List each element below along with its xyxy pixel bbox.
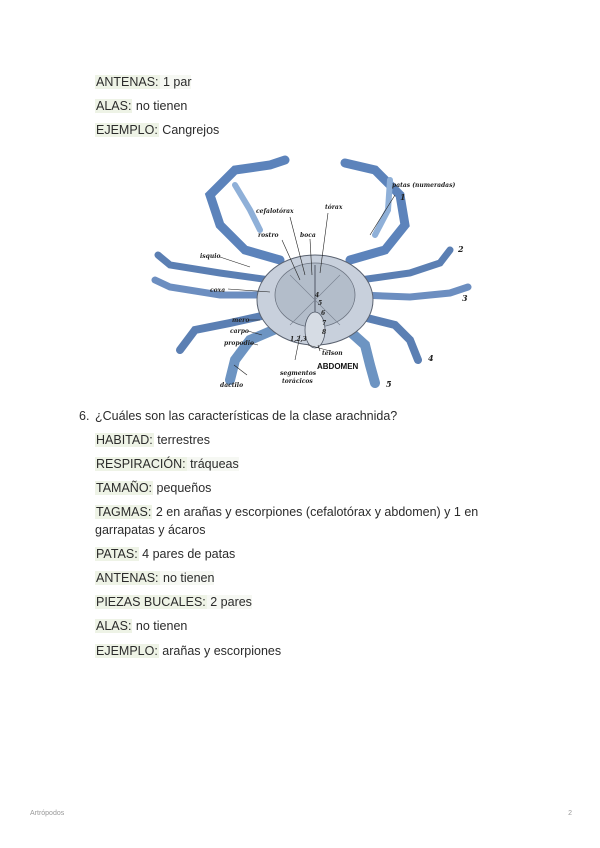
crab-diagram <box>150 155 480 395</box>
leg-number-4: 4 <box>428 353 434 363</box>
label-isquio: isquio <box>200 253 221 260</box>
piezas-value: 2 pares <box>206 595 252 609</box>
patas-label: PATAS: <box>96 547 138 561</box>
footer-page-number: 2 <box>568 810 572 817</box>
tamano-row <box>95 480 211 496</box>
leg-number-2: 2 <box>458 244 464 254</box>
ejemplo-row <box>95 122 219 138</box>
crab-illustration <box>155 160 468 383</box>
label-carpo: carpo <box>230 328 249 335</box>
antenas-label: ANTENAS: <box>96 75 159 89</box>
antenas-value: 1 par <box>159 75 192 89</box>
antenas-arachnida-value: no tienen <box>159 571 215 585</box>
segment-1-2-3: 1,2,3 <box>290 336 307 343</box>
question-text: ¿Cuáles son las características de la clase arachnida? <box>95 409 398 423</box>
label-coxa: coxa <box>210 287 226 294</box>
segment-7: 7 <box>322 320 327 327</box>
ejemplo-arachnida-row <box>95 643 281 659</box>
alas-arachnida-row <box>95 618 187 634</box>
ejemplo-label: EJEMPLO: <box>96 123 158 137</box>
label-toracicos: torácicos <box>282 378 313 385</box>
patas-row <box>95 546 235 562</box>
tagmas-value: 2 en arañas y escorpiones (cefalotórax y abdomen) y 1 en garrapatas y ácaros <box>95 505 479 537</box>
respiracion-row <box>95 456 239 472</box>
tagmas-label: TAGMAS: <box>96 505 152 519</box>
label-mero: mero <box>232 317 250 324</box>
alas-value: no tienen <box>132 99 188 113</box>
habitat-label: HABITAD: <box>96 433 153 447</box>
label-torax: tórax <box>325 204 343 211</box>
tamano-value: pequeños <box>153 481 212 495</box>
label-rostro: rostro <box>258 232 279 239</box>
label-boca: boca <box>300 232 316 239</box>
label-propodio: propodio <box>224 340 255 347</box>
ejemplo-arachnida-value: arañas y escorpiones <box>158 644 282 658</box>
alas-row <box>95 98 187 114</box>
leg-number-3: 3 <box>462 293 468 303</box>
respiracion-value: tráqueas <box>186 457 239 471</box>
segment-5: 5 <box>318 300 323 307</box>
label-patas: patas (numeradas) <box>392 182 456 189</box>
ejemplo-value: Cangrejos <box>158 123 220 137</box>
habitat-value: terrestres <box>153 433 210 447</box>
alas-arachnida-label: ALAS: <box>96 619 132 633</box>
alas-arachnida-value: no tienen <box>132 619 188 633</box>
label-cefalotorax: cefalotórax <box>256 208 294 215</box>
patas-value: 4 pares de patas <box>138 547 236 561</box>
leg-number-1: 1 <box>400 192 406 202</box>
antenas-row <box>95 74 191 90</box>
antenas-arachnida-label: ANTENAS: <box>96 571 159 585</box>
piezas-row <box>95 594 252 610</box>
antenas-arachnida-row <box>95 570 214 586</box>
label-telson: telson <box>322 350 343 357</box>
piezas-label: PIEZAS BUCALES: <box>96 595 206 609</box>
question-number: 6. <box>79 409 90 423</box>
ejemplo-arachnida-label: EJEMPLO: <box>96 644 158 658</box>
leg-number-5: 5 <box>386 379 392 389</box>
segment-4: 4 <box>315 292 320 299</box>
label-abdomen: ABDOMEN <box>317 362 359 371</box>
label-segmentos: segmentos <box>280 370 317 377</box>
segment-6: 6 <box>321 310 326 317</box>
respiracion-label: RESPIRACIÓN: <box>96 457 186 471</box>
segment-8: 8 <box>322 329 327 336</box>
label-dactilo: dactilo <box>220 382 244 389</box>
question-6 <box>79 408 397 424</box>
footer-title: Artrópodos <box>30 810 65 817</box>
tagmas-row <box>95 503 515 539</box>
habitat-row <box>95 432 210 448</box>
alas-label: ALAS: <box>96 99 132 113</box>
tamano-label: TAMAÑO: <box>96 481 153 495</box>
